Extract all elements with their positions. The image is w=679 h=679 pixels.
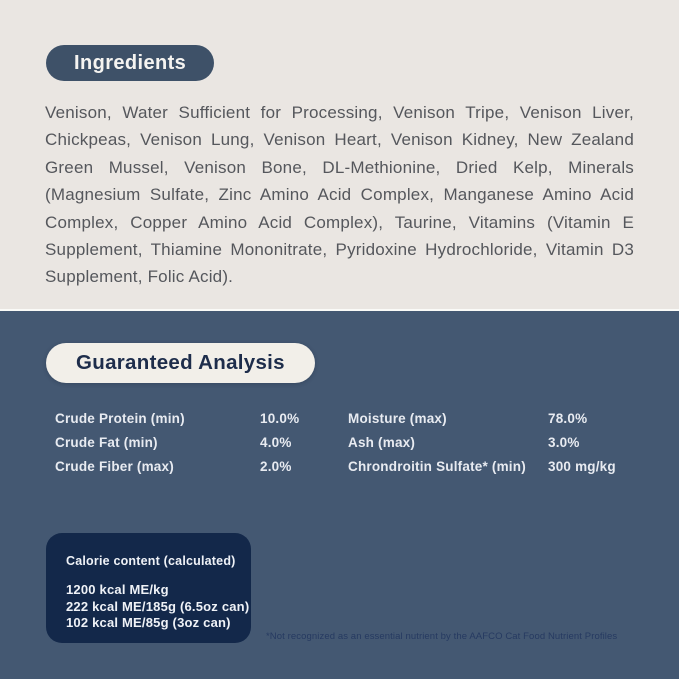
ga-label-crude-fiber: Crude Fiber (max): [55, 459, 174, 474]
guaranteed-analysis-header-pill: [46, 343, 315, 383]
ga-label-ash: Ash (max): [348, 435, 416, 450]
ingredients-header-pill: [46, 45, 214, 81]
calorie-content-title: Calorie content (calculated): [66, 554, 236, 568]
calorie-content-box: [46, 533, 251, 643]
ga-value-moisture: 78.0%: [548, 411, 588, 426]
ga-label-crude-protein: Crude Protein (min): [55, 411, 185, 426]
ga-value-chondroitin: 300 mg/kg: [548, 459, 616, 474]
guaranteed-analysis-table: [55, 410, 616, 475]
ga-value-crude-protein: 10.0%: [260, 411, 300, 426]
ga-value-crude-fat: 4.0%: [260, 435, 292, 450]
ingredients-section: [0, 0, 679, 311]
aafco-footnote: *Not recognized as an essential nutrient by the AAFCO Cat Food Nutrient Profiles: [266, 631, 618, 642]
calorie-line-85g: 102 kcal ME/85g (3oz can): [66, 615, 231, 630]
calorie-line-185g: 222 kcal ME/185g (6.5oz can): [66, 598, 250, 614]
guaranteed-analysis-section: [0, 311, 679, 679]
ga-label-crude-fat: Crude Fat (min): [55, 435, 158, 450]
ga-value-crude-fiber: 2.0%: [260, 459, 292, 474]
ga-label-moisture: Moisture (max): [348, 411, 447, 426]
ingredients-text: Venison, Water Sufficient for Processing, Venison Tripe, Venison Liver, Chickpeas, Venison Lung, Venison Heart, Venison Kidney, New Zealand Green Mussel, Venison Bone, DL-Methionine, Dried Kelp, Minerals (Magnesium Sulfate, Zinc Amino Acid Complex, Manganese Amino Acid Complex, Copper Amino Acid Complex), Taurine, Vitamins (Vitamin E Supplement, Thiamine Mononitrate, Pyridoxine Hydrochloride, Vitamin D3 Supplement, Folic Acid).: [45, 103, 634, 287]
calorie-line-kg: 1200 kcal ME/kg: [66, 582, 169, 597]
ga-label-chondroitin: Chrondroitin Sulfate* (min): [348, 459, 526, 474]
ga-value-ash: 3.0%: [548, 435, 580, 450]
ingredients-title: Ingredients: [74, 52, 187, 74]
guaranteed-analysis-title: Guaranteed Analysis: [76, 351, 285, 374]
